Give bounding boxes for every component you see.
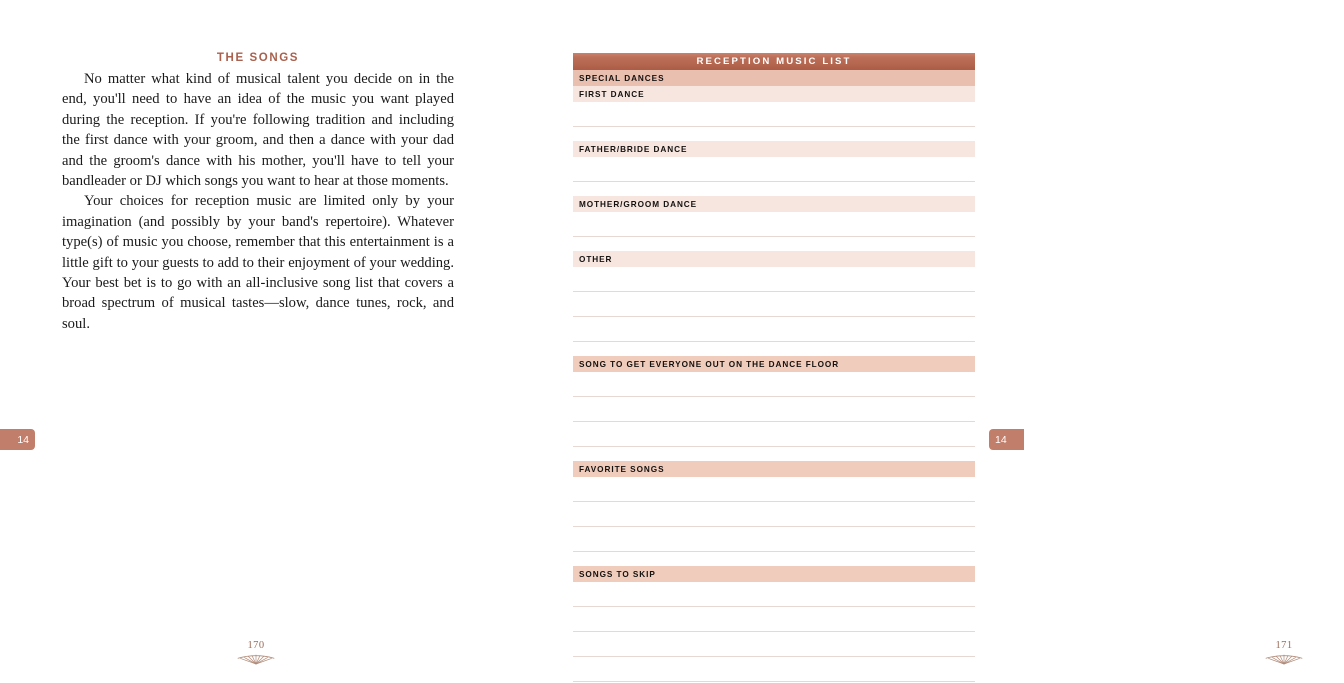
section-header-label: SONGS TO SKIP [579,569,656,579]
section-header-bar [573,141,975,157]
section-spacer [573,237,975,251]
write-in-field[interactable] [573,477,975,501]
write-in-field[interactable] [573,372,975,396]
section-header-label: FIRST DANCE [579,89,645,99]
section-header-bar [573,70,975,86]
write-in-field[interactable] [573,582,975,606]
section-header-bar [573,566,975,582]
section-header-label: MOTHER/GROOM DANCE [579,199,698,209]
write-in-field[interactable] [573,317,975,341]
section-spacer [573,127,975,141]
reception-music-list-form [573,53,975,682]
section-header-label: OTHER [579,254,613,264]
write-in-rule [573,681,975,682]
write-in-field[interactable] [573,292,975,316]
form-sections [573,70,975,682]
section-header-bar [573,86,975,102]
text-column [62,52,454,334]
write-in-field[interactable] [573,102,975,126]
section-header-label: FAVORITE SONGS [579,464,665,474]
section-header-label: SPECIAL DANCES [579,73,665,83]
right-page [512,0,1293,683]
right-page-footer [1224,640,1344,665]
section-header-bar [573,461,975,477]
left-page-footer [196,640,316,665]
page-tab-left[interactable] [0,429,35,450]
write-in-field[interactable] [573,267,975,291]
fan-ornament-icon [1264,652,1304,665]
folio-number: 170 [247,640,265,651]
write-in-field[interactable] [573,422,975,446]
form-title: RECEPTION MUSIC LIST [573,53,975,70]
write-in-field[interactable] [573,502,975,526]
folio-number: 171 [1275,640,1293,651]
write-in-field[interactable] [573,607,975,631]
section-spacer [573,552,975,566]
write-in-field[interactable] [573,527,975,551]
write-in-field[interactable] [573,157,975,181]
write-in-field[interactable] [573,657,975,681]
body-paragraph: Your choices for reception music are limited only by your imagination (and possibly by your band's repertoire). Whatever type(s) of music you choose, remember that this entertainment is a little gift to your guests to add to their enjoyment of your wedding. Your best bet is to go with an all-inclusive song list that covers a broad spectrum of musical tastes—slow, dance tunes, rock, and soul. [62,193,454,332]
section-spacer [573,342,975,356]
section-header-bar [573,251,975,267]
page-tab-right-label: 14 [995,433,1007,446]
section-header-bar [573,356,975,372]
write-in-field[interactable] [573,212,975,236]
write-in-field[interactable] [573,397,975,421]
write-in-field[interactable] [573,632,975,656]
page-title: THE SONGS [216,52,300,64]
fan-ornament-icon [236,652,276,665]
left-page [0,0,512,683]
page-tab-right[interactable] [989,429,1024,450]
section-spacer [573,182,975,196]
section-header-bar [573,196,975,212]
section-header-label: FATHER/BRIDE DANCE [579,144,688,154]
body-paragraph: No matter what kind of musical talent you decide on in the end, you'll need to have an idea of the music you want played during the reception. If you're following tradition and including the first dance with your groom, and then a dance with your dad and the groom's dance with his mother, you'll have to tell your bandleader or DJ which songs you want to hear at those moments. [62,71,454,190]
section-spacer [573,447,975,461]
section-header-label: SONG TO GET EVERYONE OUT ON THE DANCE FLOOR [579,359,840,369]
page-tab-left-label: 14 [17,433,29,446]
